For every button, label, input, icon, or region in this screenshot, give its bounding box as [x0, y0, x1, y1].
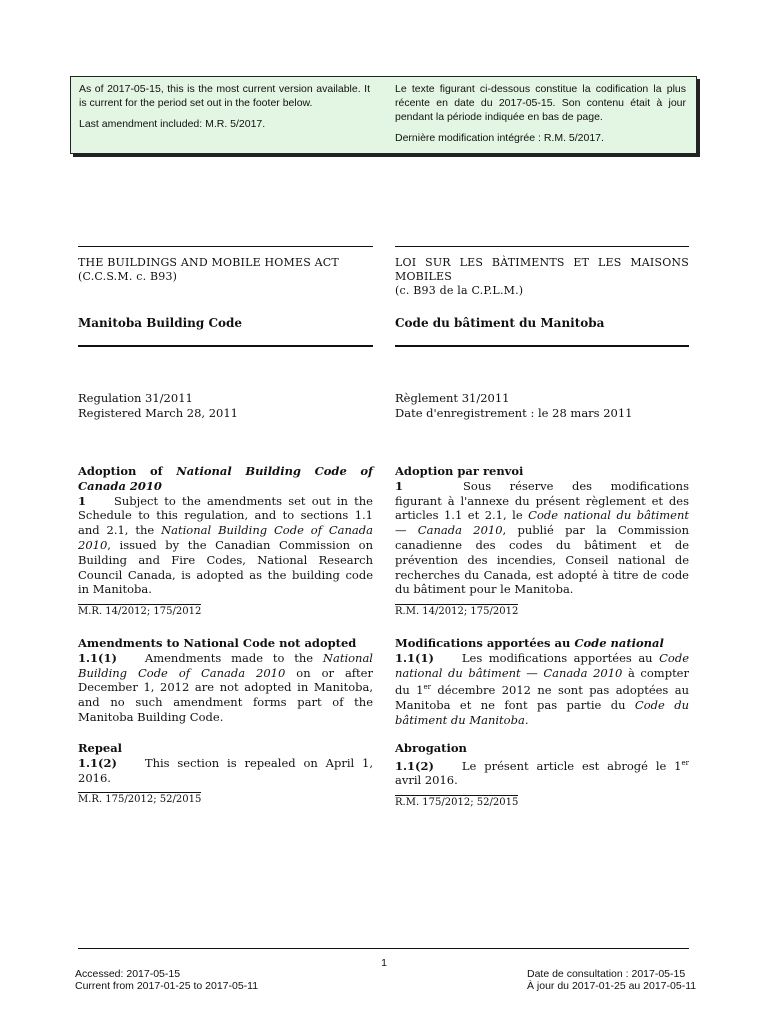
- section-1-1-2-en: [78, 741, 373, 806]
- notice-en-currency: As of 2017-05-15, this is the most current version available. It is current for the period set out in the footer below.: [79, 83, 370, 109]
- header-rule-top-fr: [395, 246, 689, 247]
- regulation-title-fr: Code du bâtiment du Manitoba: [395, 316, 605, 330]
- section-1-en: [78, 464, 373, 618]
- section-number: 1.1(2): [395, 758, 434, 773]
- act-title-en: THE BUILDINGS AND MOBILE HOMES ACT: [78, 256, 339, 269]
- regulation-number-fr: Règlement 31/2011: [395, 391, 510, 405]
- accessed-date-fr: Date de consultation : 2017-05-15: [527, 968, 686, 980]
- section-1-text-fr: 1 Sous réserve des modifications figurant à l'annexe du présent règlement et des articles 1.1 et 2.1, le Code national du bâtiment — Canada 2010, publié par la Commission canadienne des codes du bâtiment et de prévention des incendies, Conseil national de recherches du Canada, est adopté à titre de code du bâtiment pour le Manitoba.: [395, 478, 689, 597]
- act-reference-en: (C.C.S.M. c. B93): [78, 270, 178, 283]
- section-1-1-2-heading-en: Repeal: [78, 741, 123, 755]
- registered-date-en: Registered March 28, 2011: [78, 406, 238, 420]
- section-number: 1.1(2): [78, 755, 117, 770]
- current-period-en: Current from 2017-01-25 to 2017-05-11: [75, 980, 259, 992]
- footer-en: [75, 968, 258, 992]
- footer-fr: [527, 968, 696, 992]
- footer-rule: [78, 948, 689, 949]
- notice-french: [395, 82, 686, 152]
- section-1-1-2-text-en: 1.1(2) This section is repealed on April 1, 2016.: [78, 755, 373, 785]
- registration-info-fr: [395, 391, 689, 421]
- regulation-number-en: Regulation 31/2011: [78, 391, 193, 405]
- section-1-1-1-text-en: 1.1(1) Amendments made to the National Building Code of Canada 2010 on or after December 1, 2012 are not adopted in Manitoba, and no such amendment forms part of the Manitoba Building Code.: [78, 650, 373, 724]
- accessed-date-en: Accessed: 2017-05-15: [75, 968, 181, 980]
- section-1-1-2-text-fr: 1.1(2) Le présent article est abrogé le 1er avril 2016.: [395, 758, 689, 788]
- registered-date-fr: Date d'enregistrement : le 28 mars 2011: [395, 406, 633, 420]
- section-1-text-en: 1 Subject to the amendments set out in the Schedule to this regulation, and to sections 1.1 and 2.1, the National Building Code of Canada 2010, issued by the Canadian Commission on Building and Fire Codes, National Research Council Canada, is adopted as the building code in Manitoba.: [78, 493, 373, 597]
- section-1-1-1-text-fr: 1.1(1) Les modifications apportées au Code national du bâtiment — Canada 2010 à compter du 1er décembre 2012 ne sont pas adoptées au Manitoba et ne font pas partie du Code du bâtiment du Manitoba.: [395, 650, 689, 727]
- section-1-heading-fr: Adoption par renvoi: [395, 464, 524, 478]
- registration-info-en: [78, 391, 373, 421]
- section-1-1-2-history-en: M.R. 175/2012; 52/2015: [78, 794, 202, 806]
- header-rule-bottom-fr: [395, 345, 689, 347]
- section-1-1-heading-en: Amendments to National Code not adopted: [78, 636, 357, 650]
- section-1-1-2-fr: [395, 741, 689, 809]
- notice-en-last-amendment: Last amendment included: M.R. 5/2017.: [79, 118, 266, 130]
- section-number: 1.1(1): [395, 650, 434, 665]
- act-name-fr: [395, 256, 689, 298]
- section-1-fr: [395, 464, 689, 618]
- section-1-1-1-fr: [395, 636, 689, 728]
- section-1-1-heading-fr: Modifications apportées au Code national: [395, 636, 664, 650]
- section-number: 1: [78, 493, 87, 508]
- section-1-1-2-heading-fr: Abrogation: [395, 741, 467, 755]
- act-title-fr: LOI SUR LES BÀTIMENTS ET LES MAISONS MOBILES: [395, 256, 689, 283]
- currency-notice-box: [70, 76, 697, 154]
- act-reference-fr: (c. B93 de la C.P.L.M.): [395, 284, 524, 297]
- section-1-history-fr: R.M. 14/2012; 175/2012: [395, 606, 519, 618]
- page-number: 1: [381, 957, 387, 969]
- section-number: 1.1(1): [78, 650, 117, 665]
- section-1-1-1-en: [78, 636, 373, 725]
- notice-fr-currency: Le texte figurant ci-dessous constitue la codification la plus récente en date du 2017-05-15. Son contenu était à jour pendant la période indiquée en bas de page.: [395, 83, 686, 123]
- section-1-history-en: M.R. 14/2012; 175/2012: [78, 606, 202, 618]
- current-period-fr: À jour du 2017-01-25 au 2017-05-11: [527, 980, 697, 992]
- regulation-title-en: Manitoba Building Code: [78, 316, 243, 330]
- section-number: 1: [395, 478, 404, 493]
- notice-english: [79, 82, 370, 138]
- section-1-heading-en: Adoption of National Building Code of Canada 2010: [78, 464, 373, 493]
- act-name-en: [78, 256, 373, 284]
- header-rule-top-en: [78, 246, 373, 247]
- header-rule-bottom-en: [78, 345, 373, 347]
- section-1-1-2-history-fr: R.M. 175/2012; 52/2015: [395, 797, 519, 809]
- notice-fr-last-amendment: Dernière modification intégrée : R.M. 5/2017.: [395, 132, 604, 144]
